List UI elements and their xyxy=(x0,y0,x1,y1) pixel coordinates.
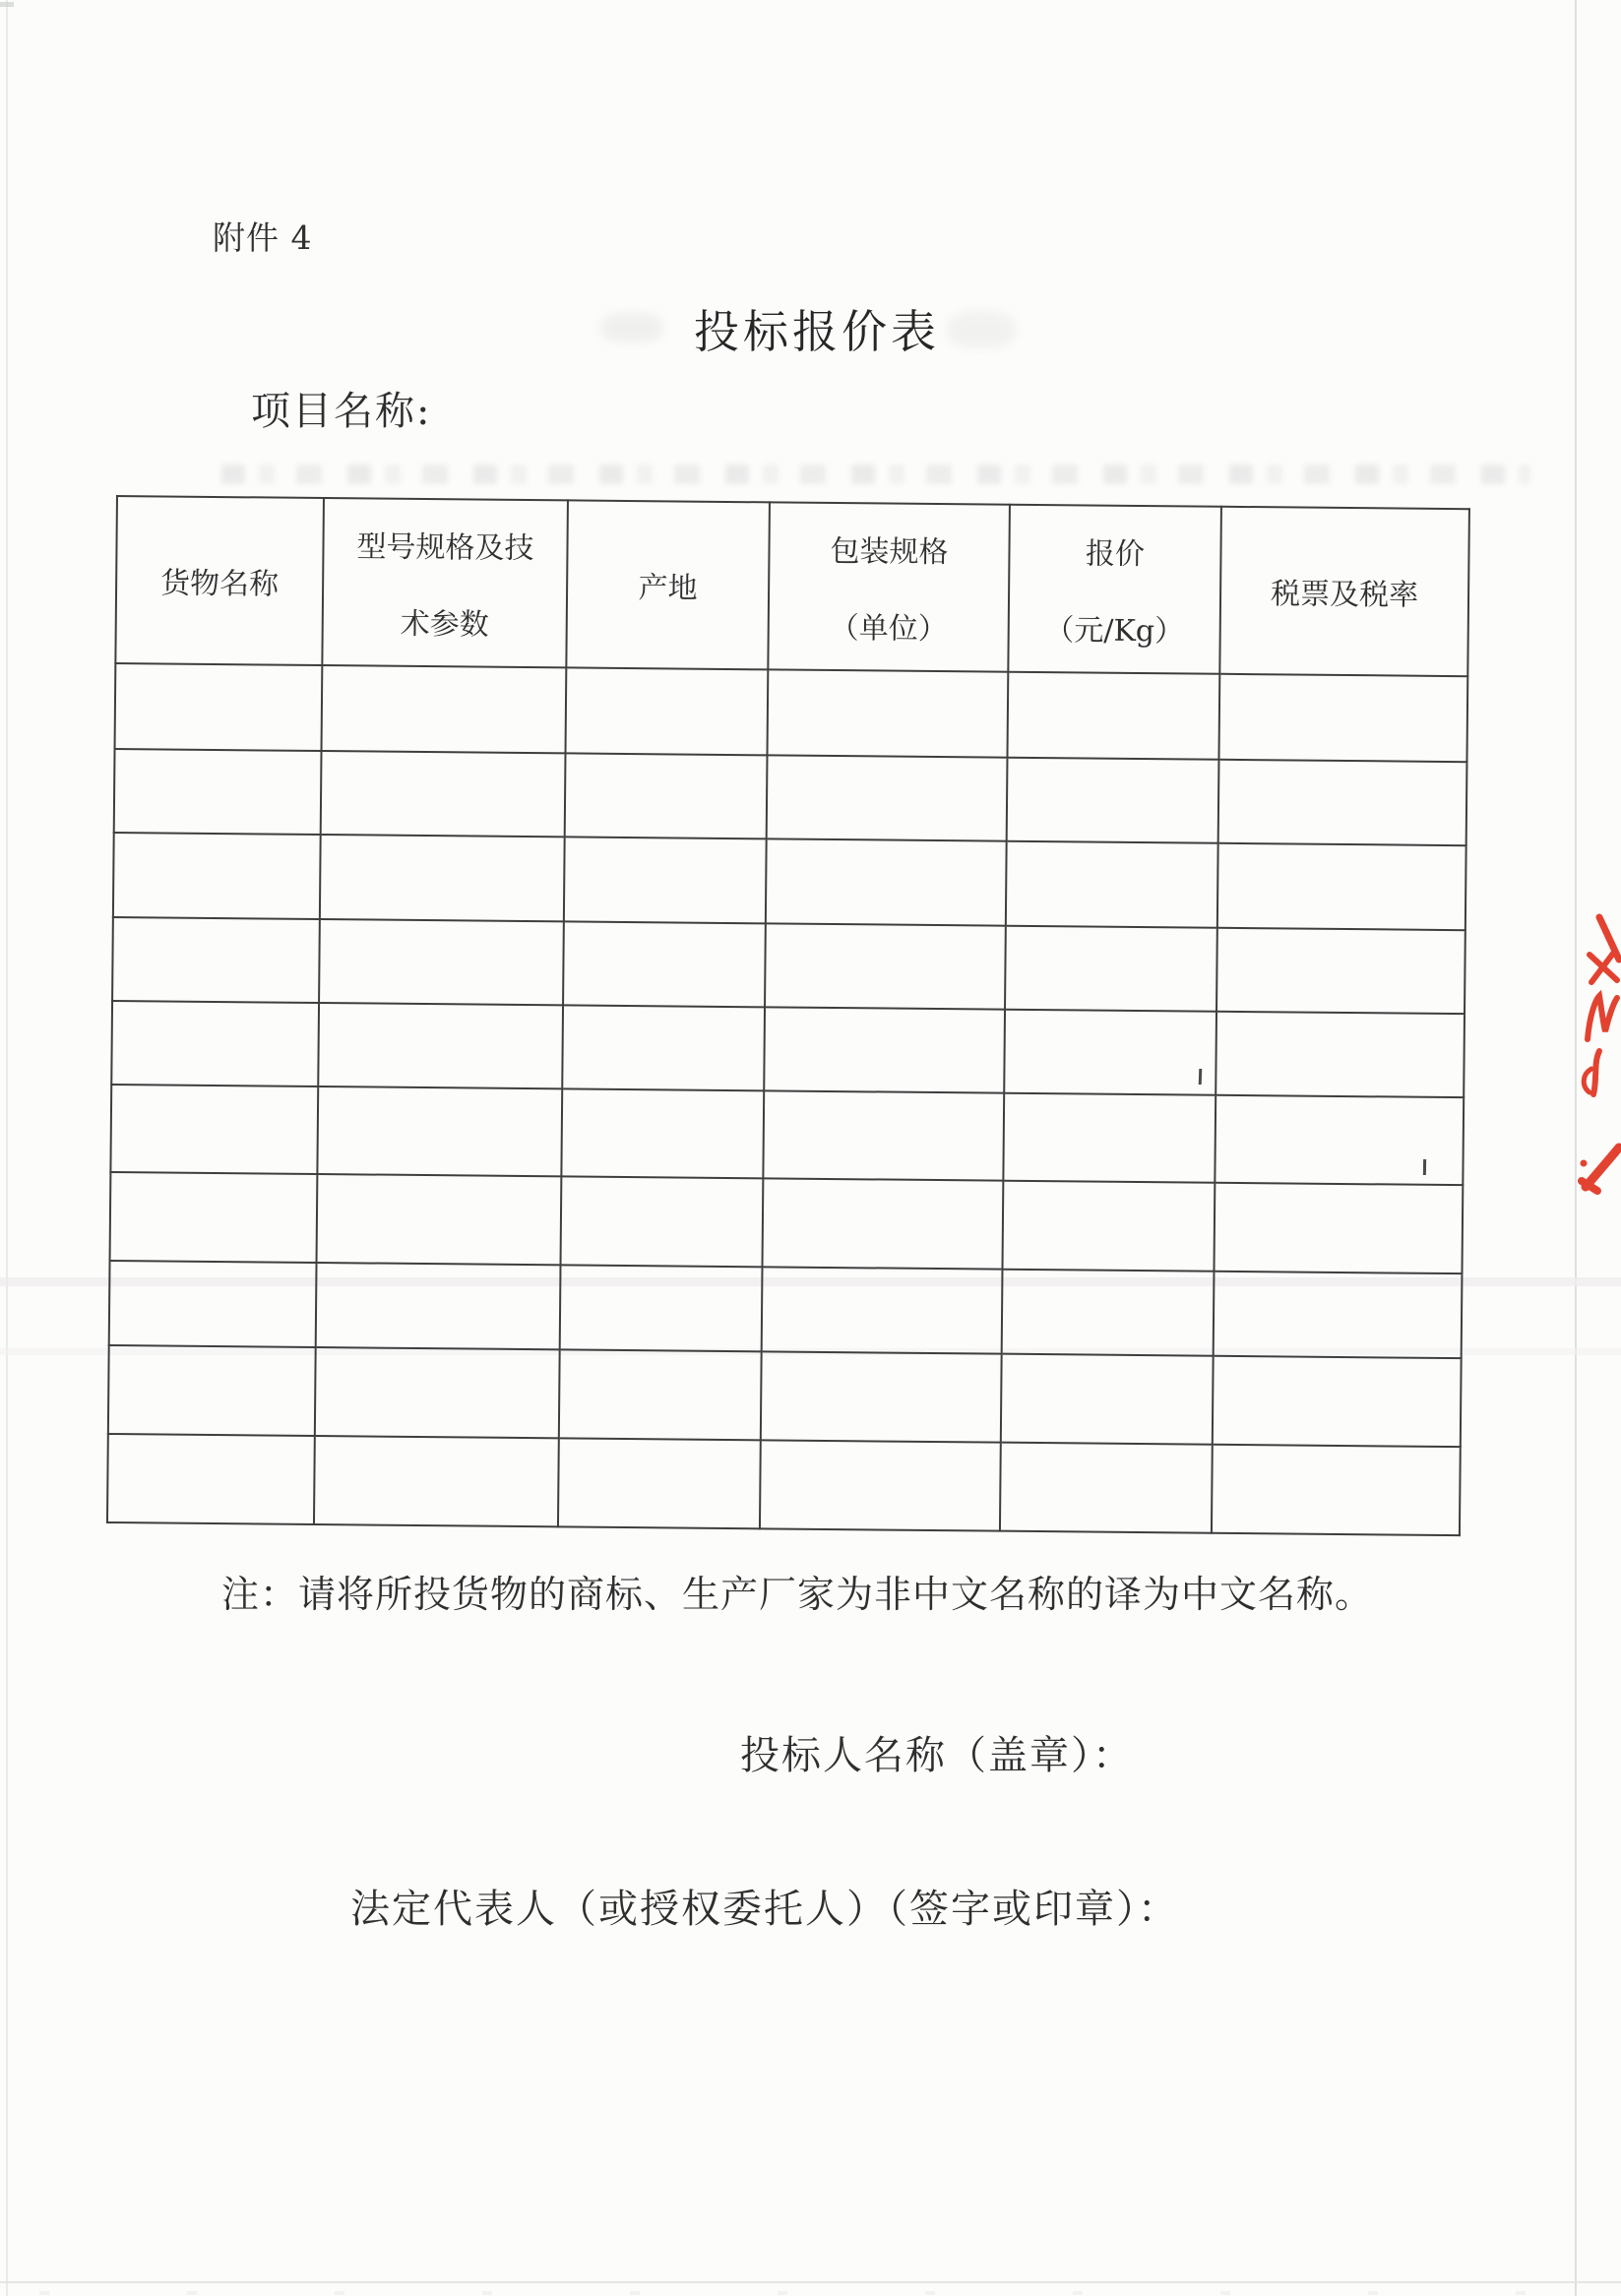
empty-row xyxy=(107,1434,1461,1535)
header-line: 货物名称 xyxy=(159,566,280,602)
empty-row xyxy=(109,1261,1463,1358)
empty-cell xyxy=(760,1440,1001,1530)
empty-cell xyxy=(765,923,1006,1009)
empty-row xyxy=(115,663,1468,762)
attachment-label: 附件 4 xyxy=(213,218,313,257)
empty-cell xyxy=(1213,1356,1462,1447)
empty-cell xyxy=(108,1345,316,1436)
col-header-model-specs xyxy=(322,498,568,667)
empty-cell xyxy=(107,1434,315,1524)
col-header-tax xyxy=(1219,507,1469,676)
empty-cell xyxy=(1218,674,1467,762)
header-line: 产地 xyxy=(638,571,698,606)
page-edge-left xyxy=(6,0,8,2296)
empty-cell xyxy=(1212,1445,1461,1535)
empty-cell xyxy=(114,749,322,835)
header-line: （单位） xyxy=(829,610,948,648)
header-row xyxy=(115,496,1469,676)
empty-cell xyxy=(559,1349,762,1440)
col-header-origin xyxy=(566,500,770,669)
quotation-table xyxy=(106,495,1470,1536)
empty-cell xyxy=(566,667,769,755)
header-line: 包装规格 xyxy=(830,533,949,571)
header-line: 报价 xyxy=(1085,536,1146,573)
empty-cell xyxy=(109,1261,317,1347)
empty-cell xyxy=(318,1003,563,1088)
empty-cell xyxy=(111,1001,319,1086)
empty-cell xyxy=(763,1178,1004,1269)
empty-cell xyxy=(1006,841,1218,928)
empty-cell xyxy=(314,1436,559,1526)
col-header-packaging xyxy=(768,502,1010,671)
empty-cell xyxy=(1002,1181,1215,1272)
empty-cell xyxy=(319,919,564,1005)
empty-row xyxy=(110,1172,1464,1273)
empty-cell xyxy=(1002,1270,1215,1356)
quote-table-body xyxy=(107,663,1467,1535)
empty-row xyxy=(113,833,1466,930)
empty-cell xyxy=(766,838,1007,925)
empty-row xyxy=(108,1345,1462,1447)
empty-cell xyxy=(1215,1095,1464,1185)
empty-cell xyxy=(320,835,565,921)
empty-cell xyxy=(1004,1010,1216,1095)
empty-cell xyxy=(112,917,320,1003)
empty-cell xyxy=(563,921,766,1007)
empty-cell xyxy=(560,1265,763,1351)
empty-cell xyxy=(1217,843,1466,930)
empty-cell xyxy=(1218,760,1467,845)
header-line: 型号规格及技 xyxy=(356,529,534,567)
empty-cell xyxy=(1007,672,1219,760)
empty-cell xyxy=(115,663,323,751)
empty-cell xyxy=(763,1090,1004,1180)
empty-row xyxy=(114,749,1467,845)
empty-cell xyxy=(113,833,321,919)
empty-cell xyxy=(565,753,768,838)
header-line: 税票及税率 xyxy=(1270,577,1419,613)
scan-artifact-speck xyxy=(0,2,14,7)
page-edge-bottom xyxy=(0,2281,1621,2283)
project-name-label: 项目名称: xyxy=(251,389,432,434)
empty-cell xyxy=(767,669,1008,757)
col-header-goods-name xyxy=(115,496,324,665)
empty-cell xyxy=(764,1007,1005,1092)
empty-cell xyxy=(767,755,1008,840)
empty-row xyxy=(111,1001,1465,1097)
scan-artifact-bleedthrough-text xyxy=(221,465,1530,484)
empty-cell xyxy=(317,1174,562,1265)
empty-row xyxy=(112,917,1465,1014)
header-line: 术参数 xyxy=(400,606,489,643)
empty-cell xyxy=(1005,926,1217,1012)
empty-cell xyxy=(1007,758,1219,843)
empty-cell xyxy=(558,1438,761,1528)
header-line: （元/Kg） xyxy=(1044,613,1185,650)
empty-cell xyxy=(322,665,567,753)
empty-cell xyxy=(561,1176,764,1267)
empty-cell xyxy=(1216,928,1465,1014)
bidder-signature-label: 投标人名称（盖章）： xyxy=(740,1733,1134,1778)
empty-cell xyxy=(562,1005,765,1090)
empty-cell xyxy=(1214,1183,1463,1273)
empty-row xyxy=(110,1085,1464,1185)
empty-cell xyxy=(1214,1272,1463,1358)
empty-cell xyxy=(1000,1443,1213,1533)
empty-cell xyxy=(1216,1012,1465,1097)
empty-cell xyxy=(761,1351,1002,1442)
empty-cell xyxy=(564,837,767,923)
empty-cell xyxy=(317,1086,562,1176)
legal-rep-signature-label: 法定代表人（或授权委托人）（签字或印章）： xyxy=(350,1887,1179,1932)
note-line: 注：请将所投货物的商标、生产厂家为非中文名称的译为中文名称。 xyxy=(221,1573,1374,1616)
red-handwriting-margin-note-icon xyxy=(1570,905,1621,1201)
empty-cell xyxy=(762,1267,1003,1353)
empty-cell xyxy=(315,1347,560,1438)
empty-cell xyxy=(1003,1093,1216,1183)
page-title: 投标报价表 xyxy=(694,305,940,358)
col-header-price xyxy=(1008,505,1221,674)
empty-cell xyxy=(321,751,566,837)
empty-cell xyxy=(561,1088,764,1178)
quotation-table-header xyxy=(115,496,1469,676)
scan-artifact-bottom-dashes xyxy=(39,2291,1575,2295)
empty-cell xyxy=(316,1263,561,1349)
empty-cell xyxy=(110,1172,318,1263)
empty-cell xyxy=(110,1085,318,1174)
empty-cell xyxy=(1001,1354,1214,1445)
